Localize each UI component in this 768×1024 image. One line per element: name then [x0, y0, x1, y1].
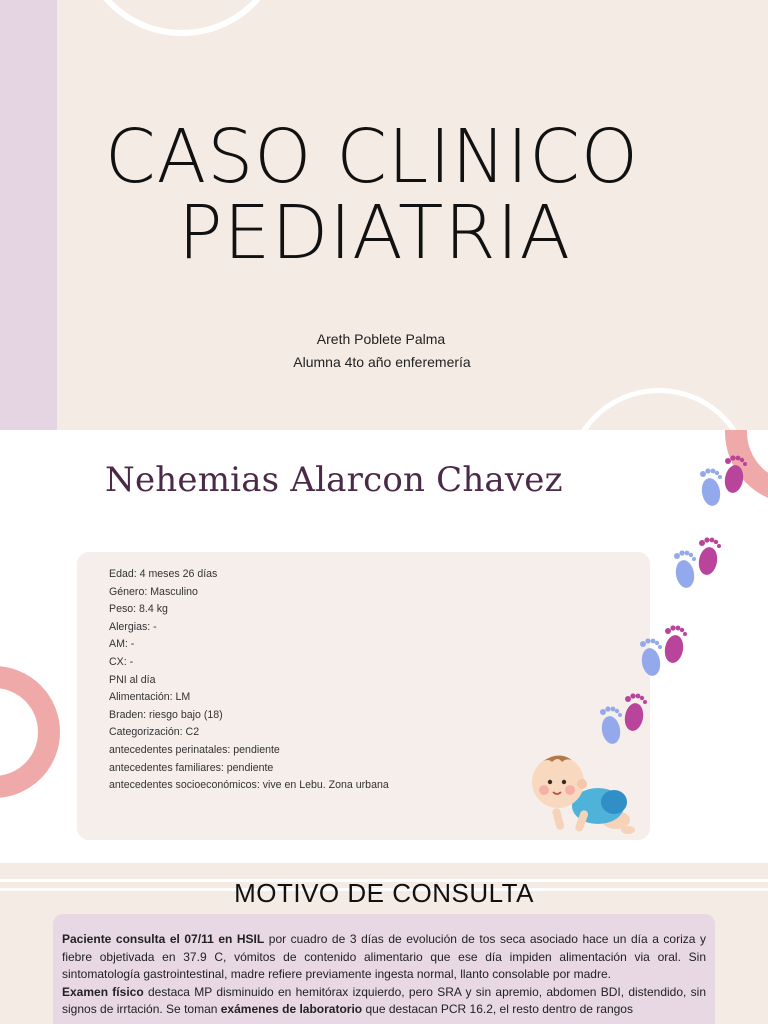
motivo-text-span: por cuadro de 3 días de evolución de tos seca asociado hace un día a coriza y fiebre objetivada en 37.9 C, vómitos de contenido alimentario que ese día impiden alimentación via oral. Sin sintomatología gastrointestinal, madre refiere previamente ingesta normal, llanto consolable por madre. [62, 932, 706, 982]
cover-slide [0, 0, 768, 430]
decorative-ring [566, 388, 752, 430]
info-item: antecedentes perinatales: pendiente [109, 743, 280, 756]
info-item: Braden: riesgo bajo (18) [109, 708, 223, 721]
info-item: Alergias: - [109, 620, 157, 633]
info-item: Edad: 4 meses 26 días [109, 568, 218, 580]
info-item: Alimentación: LM [109, 691, 191, 704]
info-item: Género: Masculino [109, 585, 198, 598]
author-role: Alumna 4to año enferemería [293, 354, 471, 370]
baby-crawling-illustration [520, 748, 640, 848]
motivo-bold: Examen físico [62, 984, 144, 999]
info-item: Peso: 8.4 kg [109, 603, 168, 616]
info-item: AM: - [109, 638, 135, 651]
decorative-ring [78, 0, 286, 36]
info-item: CX: - [109, 655, 134, 668]
motivo-text-span: destaca MP disminuido en hemitórax izquierdo, pero SRA y sin apremio, abdomen BDI, distendido, sin signos de irrtación. Se toman [62, 984, 706, 1017]
info-item: antecedentes socioeconómicos: vive en Lebu. Zona urbana [109, 779, 389, 792]
info-item: PNI al día [109, 673, 156, 686]
footprints-icon [594, 690, 654, 752]
author-name: Areth Poblete Palma [316, 331, 446, 347]
motivo-slide [0, 863, 768, 1024]
patient-info-list [109, 566, 389, 795]
cover-title-line2: PEDIATRIA [178, 190, 572, 276]
patient-slide [0, 430, 768, 863]
info-item: Categorización: C2 [109, 726, 200, 739]
footprints-icon [668, 534, 728, 596]
motivo-card [53, 914, 715, 1024]
cover-title-line1: CASO CLINICO [105, 114, 639, 200]
section-title: MOTIVO DE CONSULTA [234, 878, 534, 908]
patient-name: Nehemias Alarcon Chavez [105, 460, 563, 500]
footprints-icon [634, 622, 694, 684]
footprints-icon [694, 452, 754, 514]
motivo-text-span: que destacan PCR 16.2, el resto dentro de rangos [362, 1002, 633, 1017]
decorative-ring [0, 666, 60, 798]
motivo-bold: Paciente consulta el 07/11 en HSIL [62, 932, 265, 946]
motivo-paragraph [62, 931, 706, 1019]
motivo-bold: exámenes de laboratorio [220, 1002, 363, 1017]
info-item: antecedentes familiares: pendiente [109, 761, 274, 774]
